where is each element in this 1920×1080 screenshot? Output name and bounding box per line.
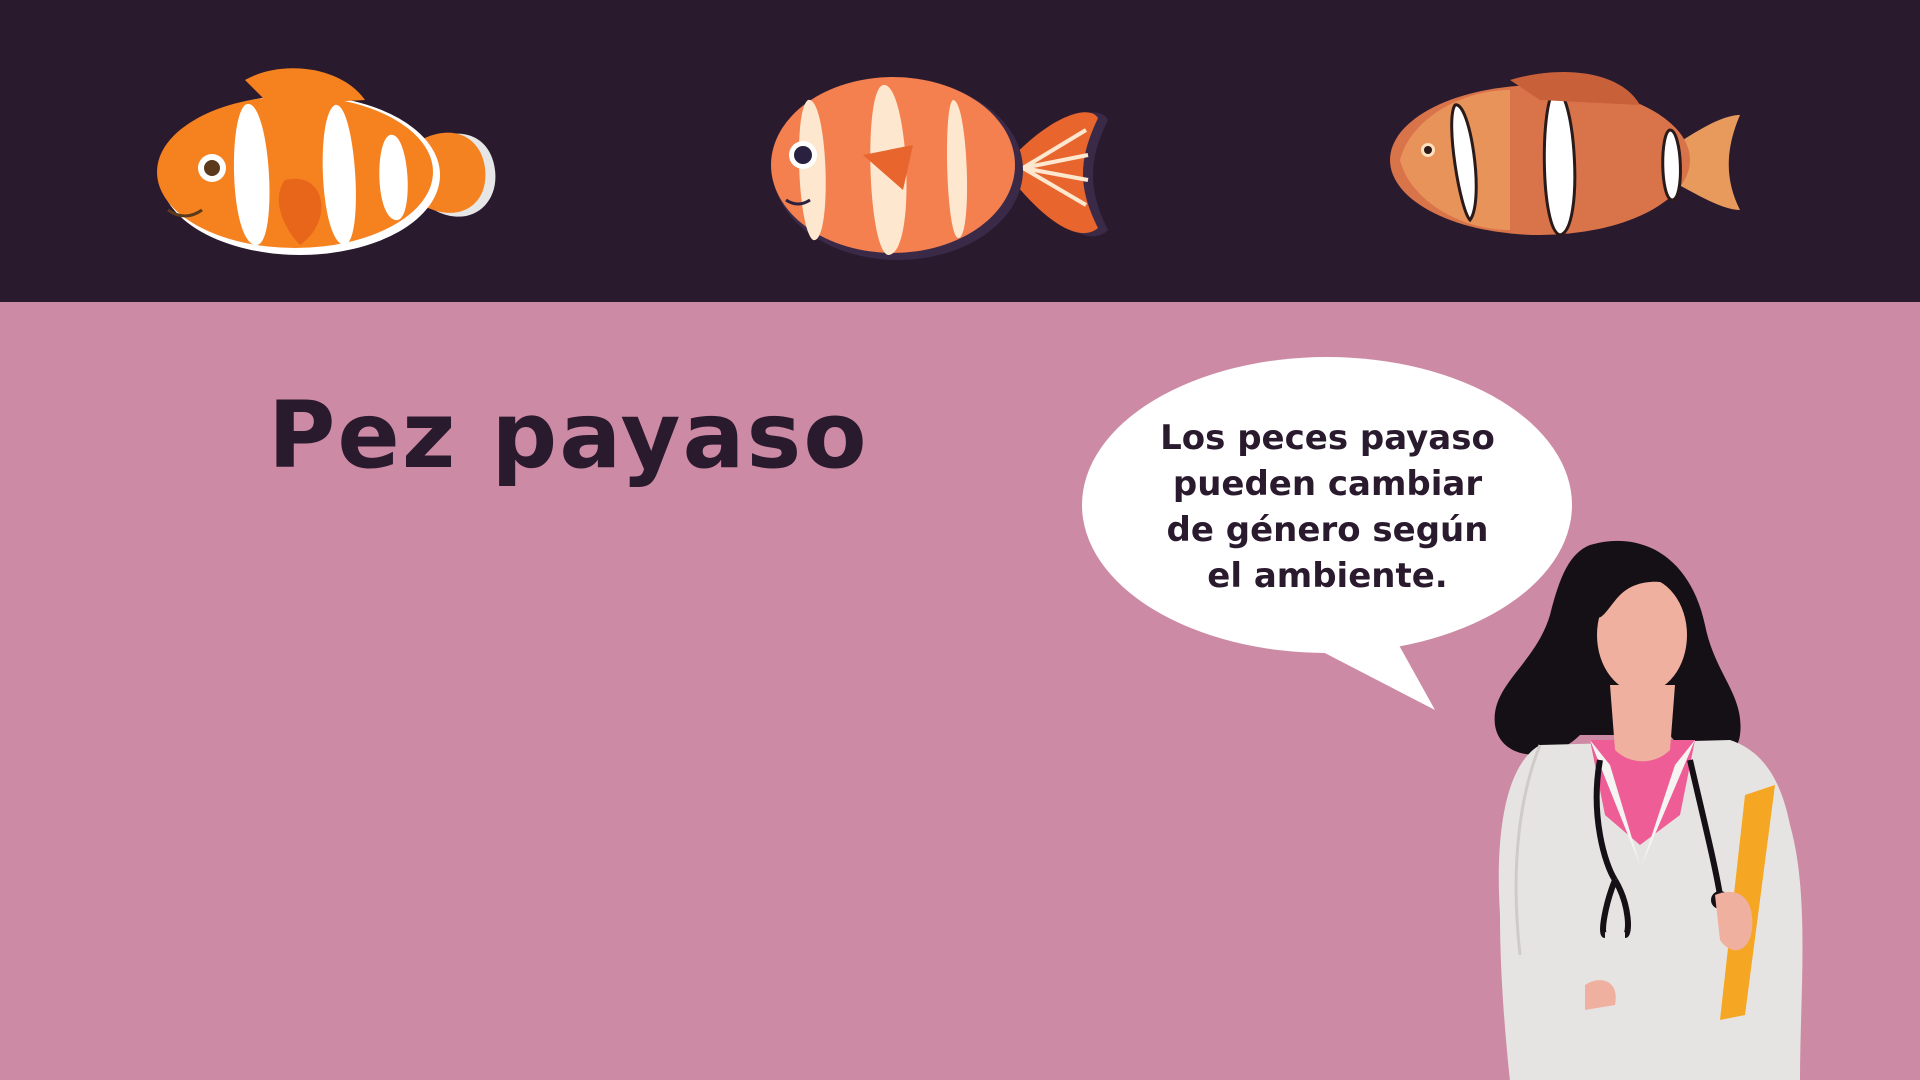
speech-bubble-text: Los peces payaso pueden cambiar de género según el ambiente. — [1160, 418, 1495, 596]
page-title: Pez payaso — [268, 382, 869, 489]
clownfish-cartoon-illustration — [150, 60, 510, 270]
clownfish-flat-illustration — [768, 60, 1113, 270]
clownfish-watercolor-illustration — [1390, 60, 1750, 260]
doctor-woman-illustration — [1490, 535, 1820, 1080]
